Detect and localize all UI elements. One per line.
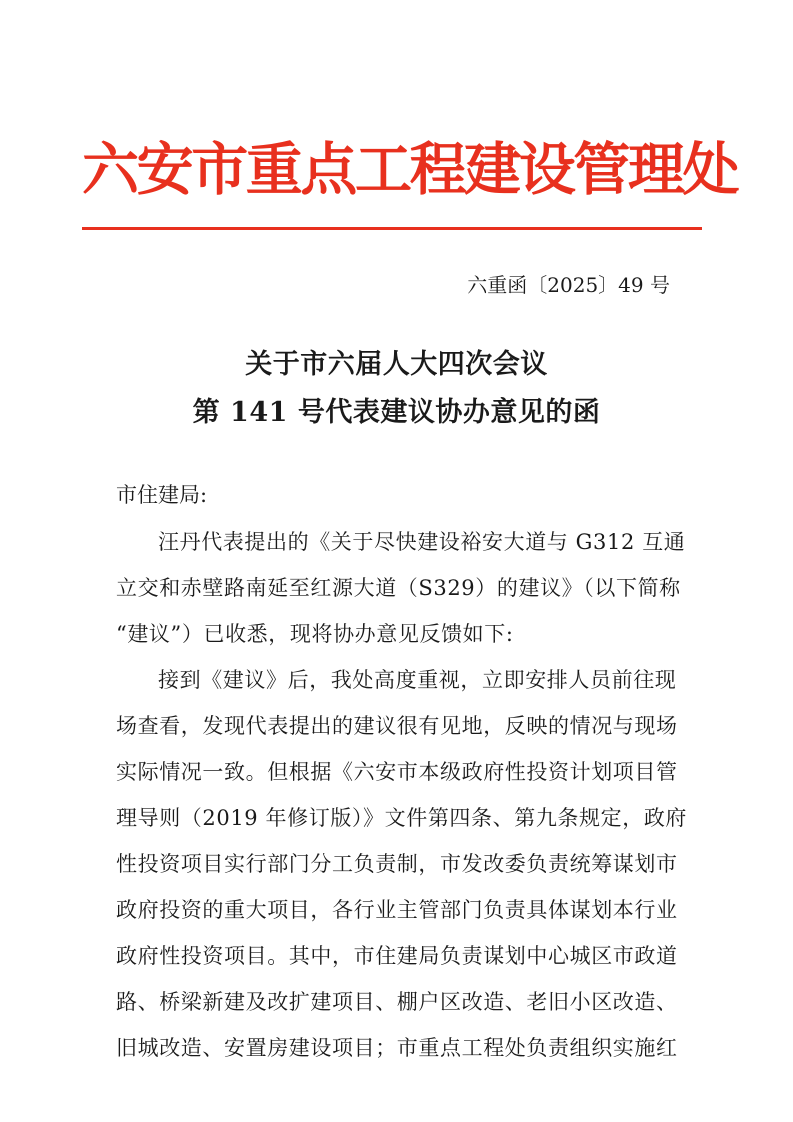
- letterhead-red-rule: [82, 227, 702, 230]
- document-title-line-1: 关于市六届人大四次会议: [245, 349, 548, 380]
- body-line-3: “建议”）已收悉，现将协办意见反馈如下:: [116, 622, 514, 646]
- body-line-8: 性投资项目实行部门分工负责制，市发改委负责统筹谋划市: [116, 852, 678, 876]
- body-line-4: 接到《建议》后，我处高度重视，立即安排人员前往现: [158, 668, 677, 692]
- body-line-6: 实际情况一致。但根据《六安市本级政府性投资计划项目管: [116, 760, 678, 784]
- body-line-7: 理导则（2019 年修订版）》文件第四条、第九条规定，政府: [116, 806, 688, 830]
- body-line-1: 汪丹代表提出的《关于尽快建设裕安大道与 G312 互通: [158, 530, 686, 554]
- letterhead-org-name: 六安市重点工程建设管理处: [82, 137, 738, 203]
- document-number: 六重函〔2025〕49 号: [467, 273, 670, 297]
- body-line-11: 路、桥梁新建及改扩建项目、棚户区改造、老旧小区改造、: [116, 990, 678, 1014]
- document-title-line-2: 第 141 号代表建议协办意见的函: [192, 397, 601, 428]
- body-line-10: 政府性投资项目。其中，市住建局负责谋划中心城区市政道: [116, 944, 678, 968]
- body-line-9: 政府投资的重大项目，各行业主管部门负责具体谋划本行业: [116, 898, 678, 922]
- body-line-5: 场查看，发现代表提出的建议很有见地，反映的情况与现场: [116, 714, 678, 738]
- body-line-12: 旧城改造、安置房建设项目；市重点工程处负责组织实施红: [116, 1036, 678, 1060]
- recipient-salutation: 市住建局:: [116, 483, 208, 507]
- body-line-2: 立交和赤壁路南延至红源大道（S329）的建议》（以下简称: [116, 576, 681, 600]
